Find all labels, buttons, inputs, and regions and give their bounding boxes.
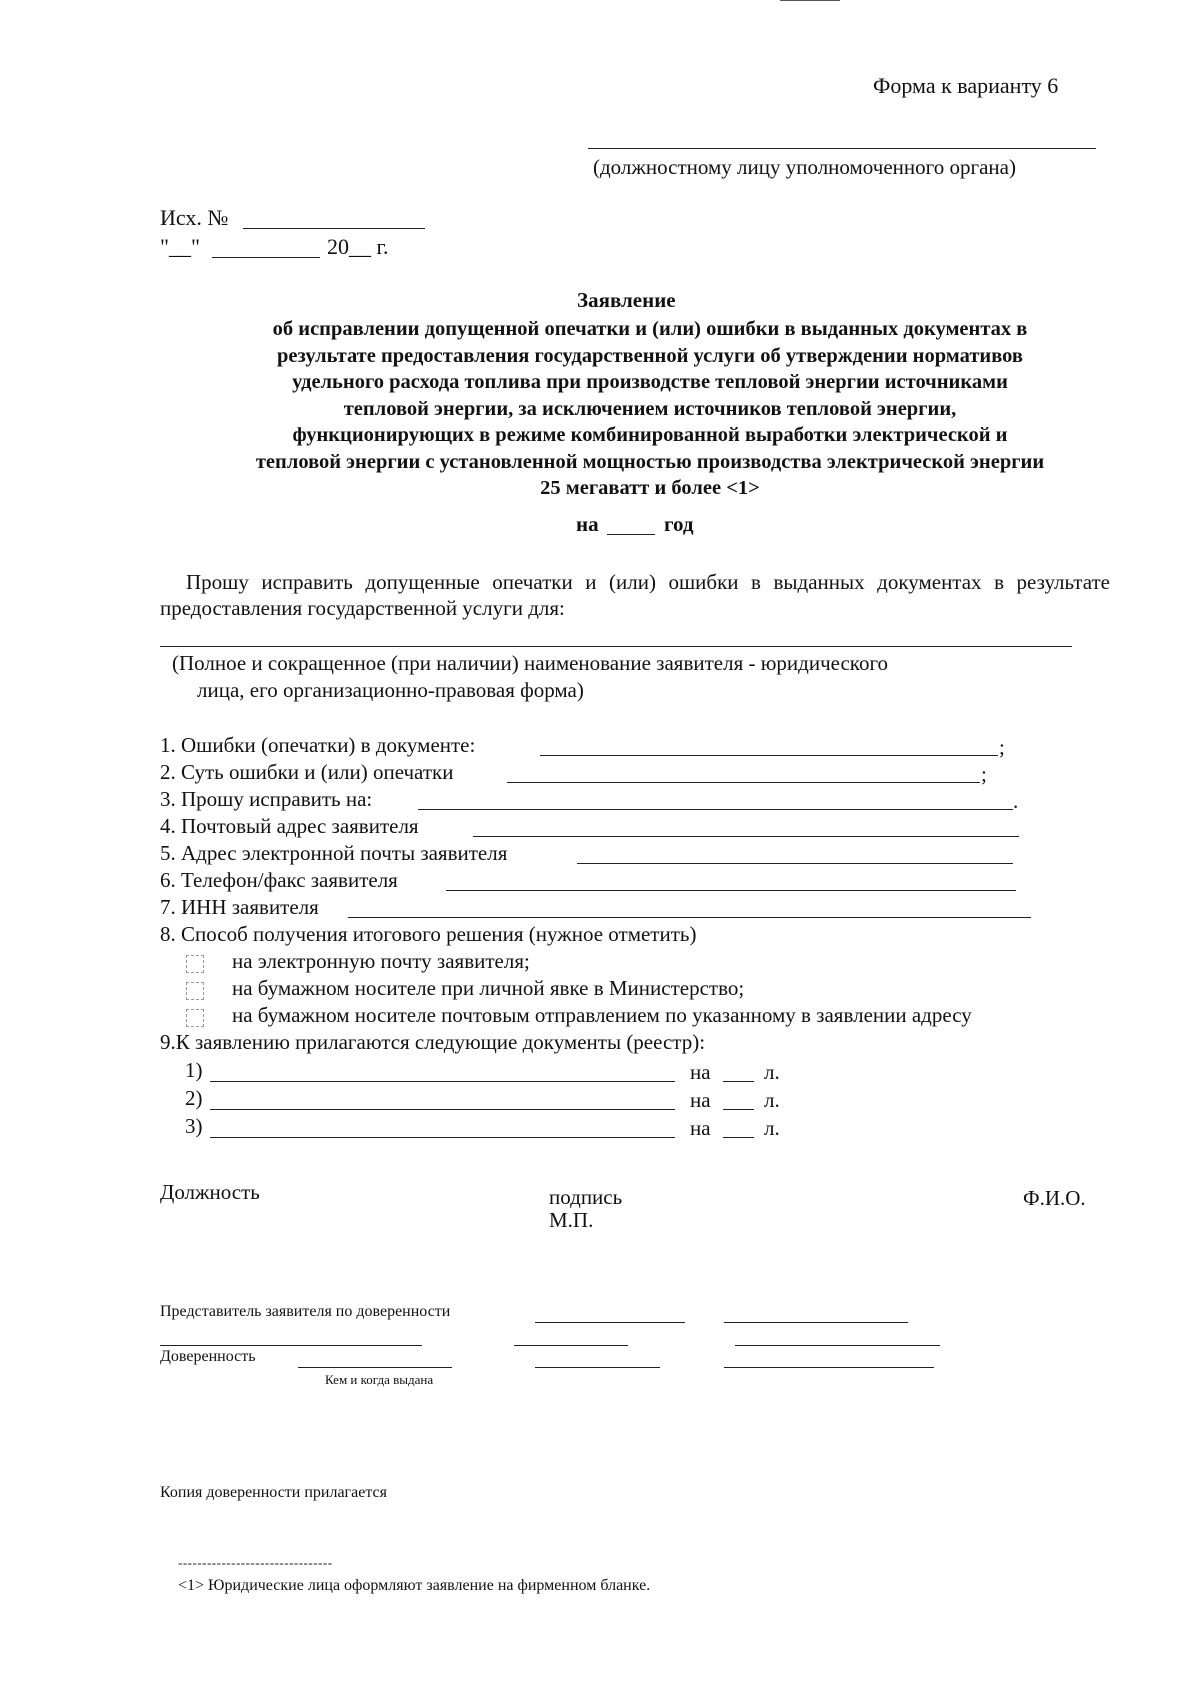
applicant-caption-1: (Полное и сокращенное (при наличии) наименование заявителя - юридического bbox=[172, 651, 889, 675]
applicant-caption-2: лица, его организационно-правовая форма) bbox=[197, 678, 584, 702]
field-correct-label: 3. Прошу исправить на: bbox=[160, 787, 373, 811]
attachment-line[interactable] bbox=[210, 1109, 675, 1110]
power-of-attorney-line-3[interactable] bbox=[724, 1367, 934, 1368]
footnote-separator: -------------------------------- bbox=[178, 1555, 333, 1570]
document-heading: Заявление bbox=[577, 288, 676, 312]
attachment-pages-line[interactable] bbox=[723, 1137, 754, 1138]
date-year: 20__ г. bbox=[327, 234, 389, 259]
field-correct-end: . bbox=[1013, 789, 1019, 813]
field-correct-line[interactable] bbox=[418, 809, 1013, 810]
form-label: Форма к варианту 6 bbox=[873, 73, 1059, 98]
field-essence-end: ; bbox=[981, 762, 987, 786]
signature-sign: подпись bbox=[549, 1185, 623, 1209]
attachment-line[interactable] bbox=[210, 1137, 675, 1138]
request-text: Прошу исправить допущенные опечатки и (или) ошибки в выданных документах в результате предоставления государственной услуги для: bbox=[160, 570, 1110, 620]
attachment-line[interactable] bbox=[210, 1081, 675, 1082]
field-inn-label: 7. ИНН заявителя bbox=[160, 895, 319, 919]
recipient-line bbox=[588, 148, 1096, 149]
field-postal-label: 4. Почтовый адрес заявителя bbox=[160, 814, 419, 838]
representative-line[interactable] bbox=[535, 1322, 685, 1323]
delivery-option-post: на бумажном носителе почтовым отправлением по указанному в заявлении адресу bbox=[232, 1003, 972, 1027]
issued-by-caption: Кем и когда выдана bbox=[325, 1372, 434, 1387]
power-of-attorney-line[interactable] bbox=[298, 1367, 452, 1368]
copy-note: Копия доверенности прилагается bbox=[160, 1484, 387, 1501]
attachment-number: 3) bbox=[185, 1114, 203, 1138]
title-line: тепловой энергии, за исключением источников тепловой энергии, bbox=[343, 397, 957, 420]
outgoing-number-label: Исх. № bbox=[160, 205, 229, 230]
year-suffix: год bbox=[664, 512, 694, 536]
representative-line-3[interactable] bbox=[160, 1345, 422, 1346]
representative-line-2[interactable] bbox=[724, 1322, 908, 1323]
field-phone-line[interactable] bbox=[446, 890, 1016, 891]
attachment-na: на bbox=[690, 1116, 711, 1140]
delivery-label: 8. Способ получения итогового решения (нужное отметить) bbox=[160, 922, 697, 946]
field-email-label: 5. Адрес электронной почты заявителя bbox=[160, 841, 508, 865]
representative-line-5[interactable] bbox=[735, 1345, 940, 1346]
field-errors-end: ; bbox=[999, 735, 1005, 759]
attachment-na: на bbox=[690, 1060, 711, 1084]
signature-fio: Ф.И.О. bbox=[1023, 1186, 1086, 1210]
field-errors-label: 1. Ошибки (опечатки) в документе: bbox=[160, 733, 476, 757]
applicant-name-line bbox=[160, 646, 1072, 647]
signature-position: Должность bbox=[160, 1180, 260, 1204]
delivery-checkbox-email[interactable] bbox=[186, 955, 204, 973]
title-line: об исправлении допущенной опечатки и (или) ошибки в выданных документах в bbox=[272, 318, 1028, 340]
representative-label: Представитель заявителя по доверенности bbox=[160, 1303, 451, 1320]
attachment-pages-line[interactable] bbox=[723, 1081, 754, 1082]
document-title bbox=[150, 316, 1150, 502]
recipient-caption: (должностному лицу уполномоченного органа) bbox=[593, 155, 1016, 179]
title-line: 25 мегаватт и более <1> bbox=[540, 477, 760, 499]
attachment-l: л. bbox=[764, 1088, 780, 1112]
date-quote: "__" bbox=[160, 234, 200, 259]
footnote-text: <1> Юридические лица оформляют заявление на фирменном бланке. bbox=[178, 1577, 651, 1594]
title-line: удельного расхода топлива при производстве тепловой энергии источниками bbox=[292, 371, 1008, 393]
field-inn-line[interactable] bbox=[348, 917, 1031, 918]
attachment-na: на bbox=[690, 1088, 711, 1112]
outgoing-number-line bbox=[243, 228, 425, 229]
title-line: функционирующих в режиме комбинированной выработки электрической и bbox=[292, 424, 1008, 446]
delivery-checkbox-in-person[interactable] bbox=[186, 982, 204, 1000]
representative-line-4[interactable] bbox=[514, 1345, 628, 1346]
field-email-line[interactable] bbox=[577, 863, 1013, 864]
year-prefix: на bbox=[576, 512, 599, 536]
field-essence-label: 2. Суть ошибки и (или) опечатки bbox=[160, 760, 454, 784]
date-month-line bbox=[212, 257, 320, 258]
field-essence-line[interactable] bbox=[507, 782, 980, 783]
power-of-attorney-label: Доверенность bbox=[160, 1348, 256, 1365]
attachment-l: л. bbox=[764, 1116, 780, 1140]
title-line: тепловой энергии с установленной мощностью производства электрической энергии bbox=[255, 450, 1045, 473]
year-line bbox=[607, 534, 655, 535]
attachment-number: 1) bbox=[185, 1058, 203, 1082]
delivery-checkbox-post[interactable] bbox=[186, 1009, 204, 1027]
title-line: результате предоставления государственной услуги об утверждении нормативов bbox=[277, 344, 1023, 367]
signature-stamp: М.П. bbox=[549, 1208, 594, 1232]
field-phone-label: 6. Телефон/факс заявителя bbox=[160, 868, 398, 892]
scan-mark bbox=[780, 0, 840, 1]
field-errors-line[interactable] bbox=[540, 755, 998, 756]
attachment-pages-line[interactable] bbox=[723, 1109, 754, 1110]
delivery-option-email: на электронную почту заявителя; bbox=[232, 949, 530, 973]
attachment-number: 2) bbox=[185, 1086, 203, 1110]
power-of-attorney-line-2[interactable] bbox=[535, 1367, 660, 1368]
attachment-l: л. bbox=[764, 1060, 780, 1084]
delivery-option-in-person: на бумажном носителе при личной явке в Министерство; bbox=[232, 976, 745, 1000]
field-postal-line[interactable] bbox=[473, 836, 1019, 837]
attachments-label: 9.К заявлению прилагаются следующие документы (реестр): bbox=[160, 1030, 706, 1054]
